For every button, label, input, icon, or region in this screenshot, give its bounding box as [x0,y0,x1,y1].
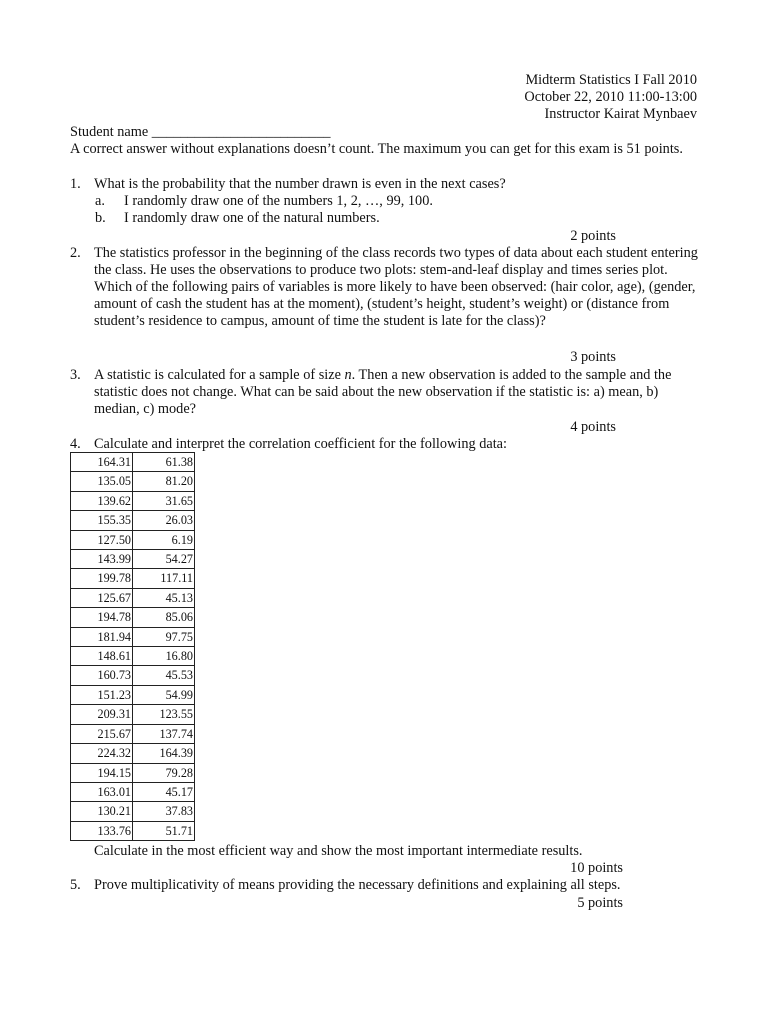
table-row [71,453,195,472]
table-cell-x: 224.32 [71,744,133,763]
table-cell-x: 135.05 [71,472,133,491]
table-row [71,588,195,607]
table-cell-x: 215.67 [71,724,133,743]
question-4-number: 4. [70,436,81,452]
question-1-number: 1. [70,176,81,192]
table-row [71,550,195,569]
table-row [71,724,195,743]
table-cell-y: 45.53 [133,666,195,685]
table-cell-y: 51.71 [133,821,195,840]
question-5-number: 5. [70,877,81,893]
table-cell-y: 45.13 [133,588,195,607]
table-row [71,782,195,801]
table-cell-y: 137.74 [133,724,195,743]
table-cell-x: 163.01 [71,782,133,801]
table-cell-x: 125.67 [71,588,133,607]
question-5-points: 5 points [577,895,623,911]
question-3-text-before: A statistic is calculated for a sample of size [94,367,345,383]
exam-instructor: Instructor Kairat Mynbaev [544,106,697,122]
table-row [71,744,195,763]
table-row [71,472,195,491]
question-1-text: What is the probability that the number drawn is even in the next cases? [94,176,506,192]
question-3-number: 3. [70,367,81,383]
table-row [71,705,195,724]
table-cell-y: 45.17 [133,782,195,801]
table-row [71,569,195,588]
table-cell-x: 194.15 [71,763,133,782]
table-cell-x: 164.31 [71,453,133,472]
question-1b-label: b. [95,210,106,226]
exam-title: Midterm Statistics I Fall 2010 [525,72,697,88]
question-1b-text: I randomly draw one of the natural numbers. [124,210,380,226]
question-3-text-after: . Then a new observation is added to the sample and the statistic does not change. What can be said about the new observation if the statistic is: a) mean, b) median, c) mode? [94,367,672,417]
table-row [71,685,195,704]
table-row [71,511,195,530]
table-cell-x: 199.78 [71,569,133,588]
table-cell-y: 85.06 [133,608,195,627]
table-cell-x: 181.94 [71,627,133,646]
table-cell-x: 209.31 [71,705,133,724]
sample-size-variable: n [344,367,352,383]
table-cell-y: 54.99 [133,685,195,704]
table-cell-y: 54.27 [133,550,195,569]
table-row [71,647,195,666]
table-row [71,821,195,840]
table-cell-y: 6.19 [133,530,195,549]
table-row [71,627,195,646]
table-row [71,802,195,821]
table-cell-x: 133.76 [71,821,133,840]
table-cell-y: 37.83 [133,802,195,821]
question-2-number: 2. [70,245,81,261]
table-cell-x: 139.62 [71,491,133,510]
table-cell-y: 26.03 [133,511,195,530]
table-row [71,608,195,627]
table-row [71,763,195,782]
table-row [71,491,195,510]
table-cell-x: 143.99 [71,550,133,569]
table-row [71,530,195,549]
table-cell-y: 117.11 [133,569,195,588]
table-cell-y: 81.20 [133,472,195,491]
question-1a-label: a. [95,193,105,209]
correlation-data-table [70,452,195,841]
table-cell-y: 79.28 [133,763,195,782]
table-cell-x: 151.23 [71,685,133,704]
table-cell-x: 148.61 [71,647,133,666]
student-name-field: Student name _________________________ [70,124,331,140]
question-3-points: 4 points [570,419,616,435]
table-cell-x: 155.35 [71,511,133,530]
question-5-text: Prove multiplicativity of means providing the necessary definitions and explaining all steps. [94,877,621,893]
table-cell-y: 61.38 [133,453,195,472]
table-cell-x: 127.50 [71,530,133,549]
question-4-text: Calculate and interpret the correlation coefficient for the following data: [94,436,507,452]
question-4-instruction: Calculate in the most efficient way and show the most important intermediate results. [94,843,583,859]
table-cell-x: 160.73 [71,666,133,685]
question-1a-text: I randomly draw one of the numbers 1, 2, …, 99, 100. [124,193,433,209]
question-2-points: 3 points [570,349,616,365]
question-4-points: 10 points [570,860,623,876]
table-cell-x: 130.21 [71,802,133,821]
table-cell-y: 16.80 [133,647,195,666]
table-cell-y: 31.65 [133,491,195,510]
question-2-text: The statistics professor in the beginning of the class records two types of data about each student entering the class. He uses the observations to produce two plots: stem-and-leaf display and times series plot. Which of the following pairs of variables is more likely to have been observed: (hair color, age), (gender, amount of cash the student has at the moment), (student’s height, student’s weight) or (distance from student’s residence to campus, amount of time the student is late for the class)? [94,245,698,329]
table-cell-y: 123.55 [133,705,195,724]
table-row [71,666,195,685]
exam-instructions: A correct answer without explanations doesn’t count. The maximum you can get for this exam is 51 points. [70,141,683,157]
exam-datetime: October 22, 2010 11:00-13:00 [524,89,697,105]
question-3-text [94,367,700,418]
table-cell-y: 164.39 [133,744,195,763]
question-1-points: 2 points [570,228,616,244]
table-cell-x: 194.78 [71,608,133,627]
table-cell-y: 97.75 [133,627,195,646]
